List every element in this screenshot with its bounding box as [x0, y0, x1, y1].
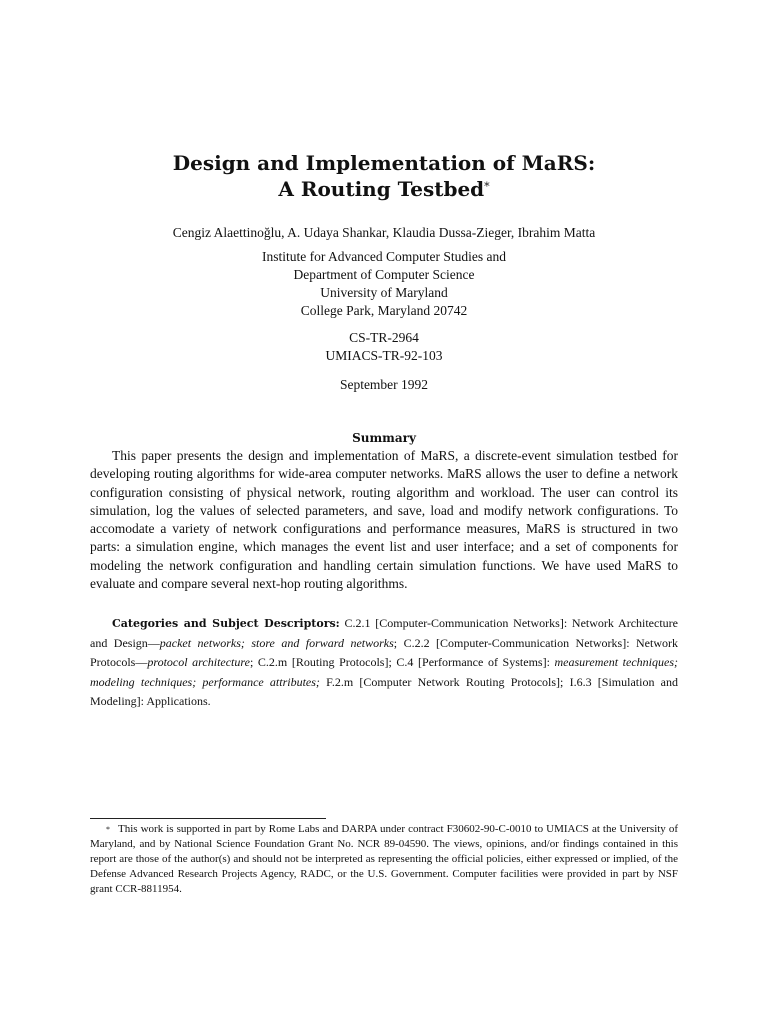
paper-subtitle: A Routing Testbed	[278, 177, 485, 201]
categories-text: F.2.m [Computer Network Routing Protocols]; I.6.3 [Simulation and Modeling]: Applications.	[90, 674, 678, 708]
categories-text: C.2.1 [Computer-Communication Networks]: Network Architecture and Design—	[90, 616, 678, 650]
categories-paragraph	[90, 614, 678, 712]
report-numbers	[0, 329, 768, 365]
affiliation-line: College Park, Maryland 20742	[300, 303, 468, 318]
publication-date: September 1992	[339, 377, 429, 392]
categories-text: ; C.2.2 [Computer-Communication Networks]: Network Protocols—	[90, 635, 678, 669]
affiliation-line: University of Maryland	[320, 285, 448, 300]
paper-title-line-2	[0, 176, 768, 202]
affiliation-line: Department of Computer Science	[293, 267, 475, 282]
footnote-divider	[90, 818, 326, 819]
categories-italic: packet networks; store and forward networks	[159, 635, 394, 650]
categories-label: Categories and Subject Descriptors:	[112, 617, 340, 630]
categories-text: ; C.2.m [Routing Protocols]; C.4 [Performance of Systems]:	[249, 655, 555, 669]
categories-italic: protocol architecture	[147, 655, 250, 669]
affiliation-block	[0, 248, 768, 320]
affiliation-line: Institute for Advanced Computer Studies and	[261, 249, 507, 264]
title-footnote-mark: *	[484, 180, 490, 193]
author-list: Cengiz Alaettinoğlu, A. Udaya Shankar, Klaudia Dussa-Zieger, Ibrahim Matta	[172, 225, 596, 240]
summary-text: This paper presents the design and implementation of MaRS, a discrete-event simulation testbed for developing routing algorithms for wide-area computer networks. MaRS allows the user to define a network configuration consisting of physical network, routing algorithm and workload. The user can control its simulation, log the values of selected parameters, and save, load and modify network configurations. To accomodate a variety of network configurations and performance measures, MaRS is structured in two parts: a simulation engine, which manages the event list and user interface; and a set of components for modeling the network configuration and handling certain simulation functions. We have used MaRS to evaluate and compare several next-hop routing algorithms.	[90, 448, 678, 592]
categories-italic: measurement techniques; modeling techniques; performance attributes;	[90, 655, 678, 689]
report-number: UMIACS-TR-92-103	[325, 348, 443, 363]
report-number: CS-TR-2964	[349, 330, 419, 345]
footnote-mark: *	[106, 825, 110, 834]
footnote	[90, 822, 678, 897]
paper-title-line-1: Design and Implementation of MaRS:	[172, 151, 596, 175]
footnote-text: This work is supported in part by Rome Labs and DARPA under contract F30602-90-C-0010 to UMIACS at the University of Maryland, and by National Science Foundation Grant No. NCR 89-04590. The views, opinions, and/or findings contained in this report are those of the author(s) and should not be interpreted as representing the official policies, either expressed or implied, of the Defense Advanced Research Projects Agency, RADC, or the U.S. Government. Computer facilities were provided in part by NSF grant CCR-8811954.	[90, 823, 678, 895]
summary-heading: Summary	[352, 431, 416, 445]
